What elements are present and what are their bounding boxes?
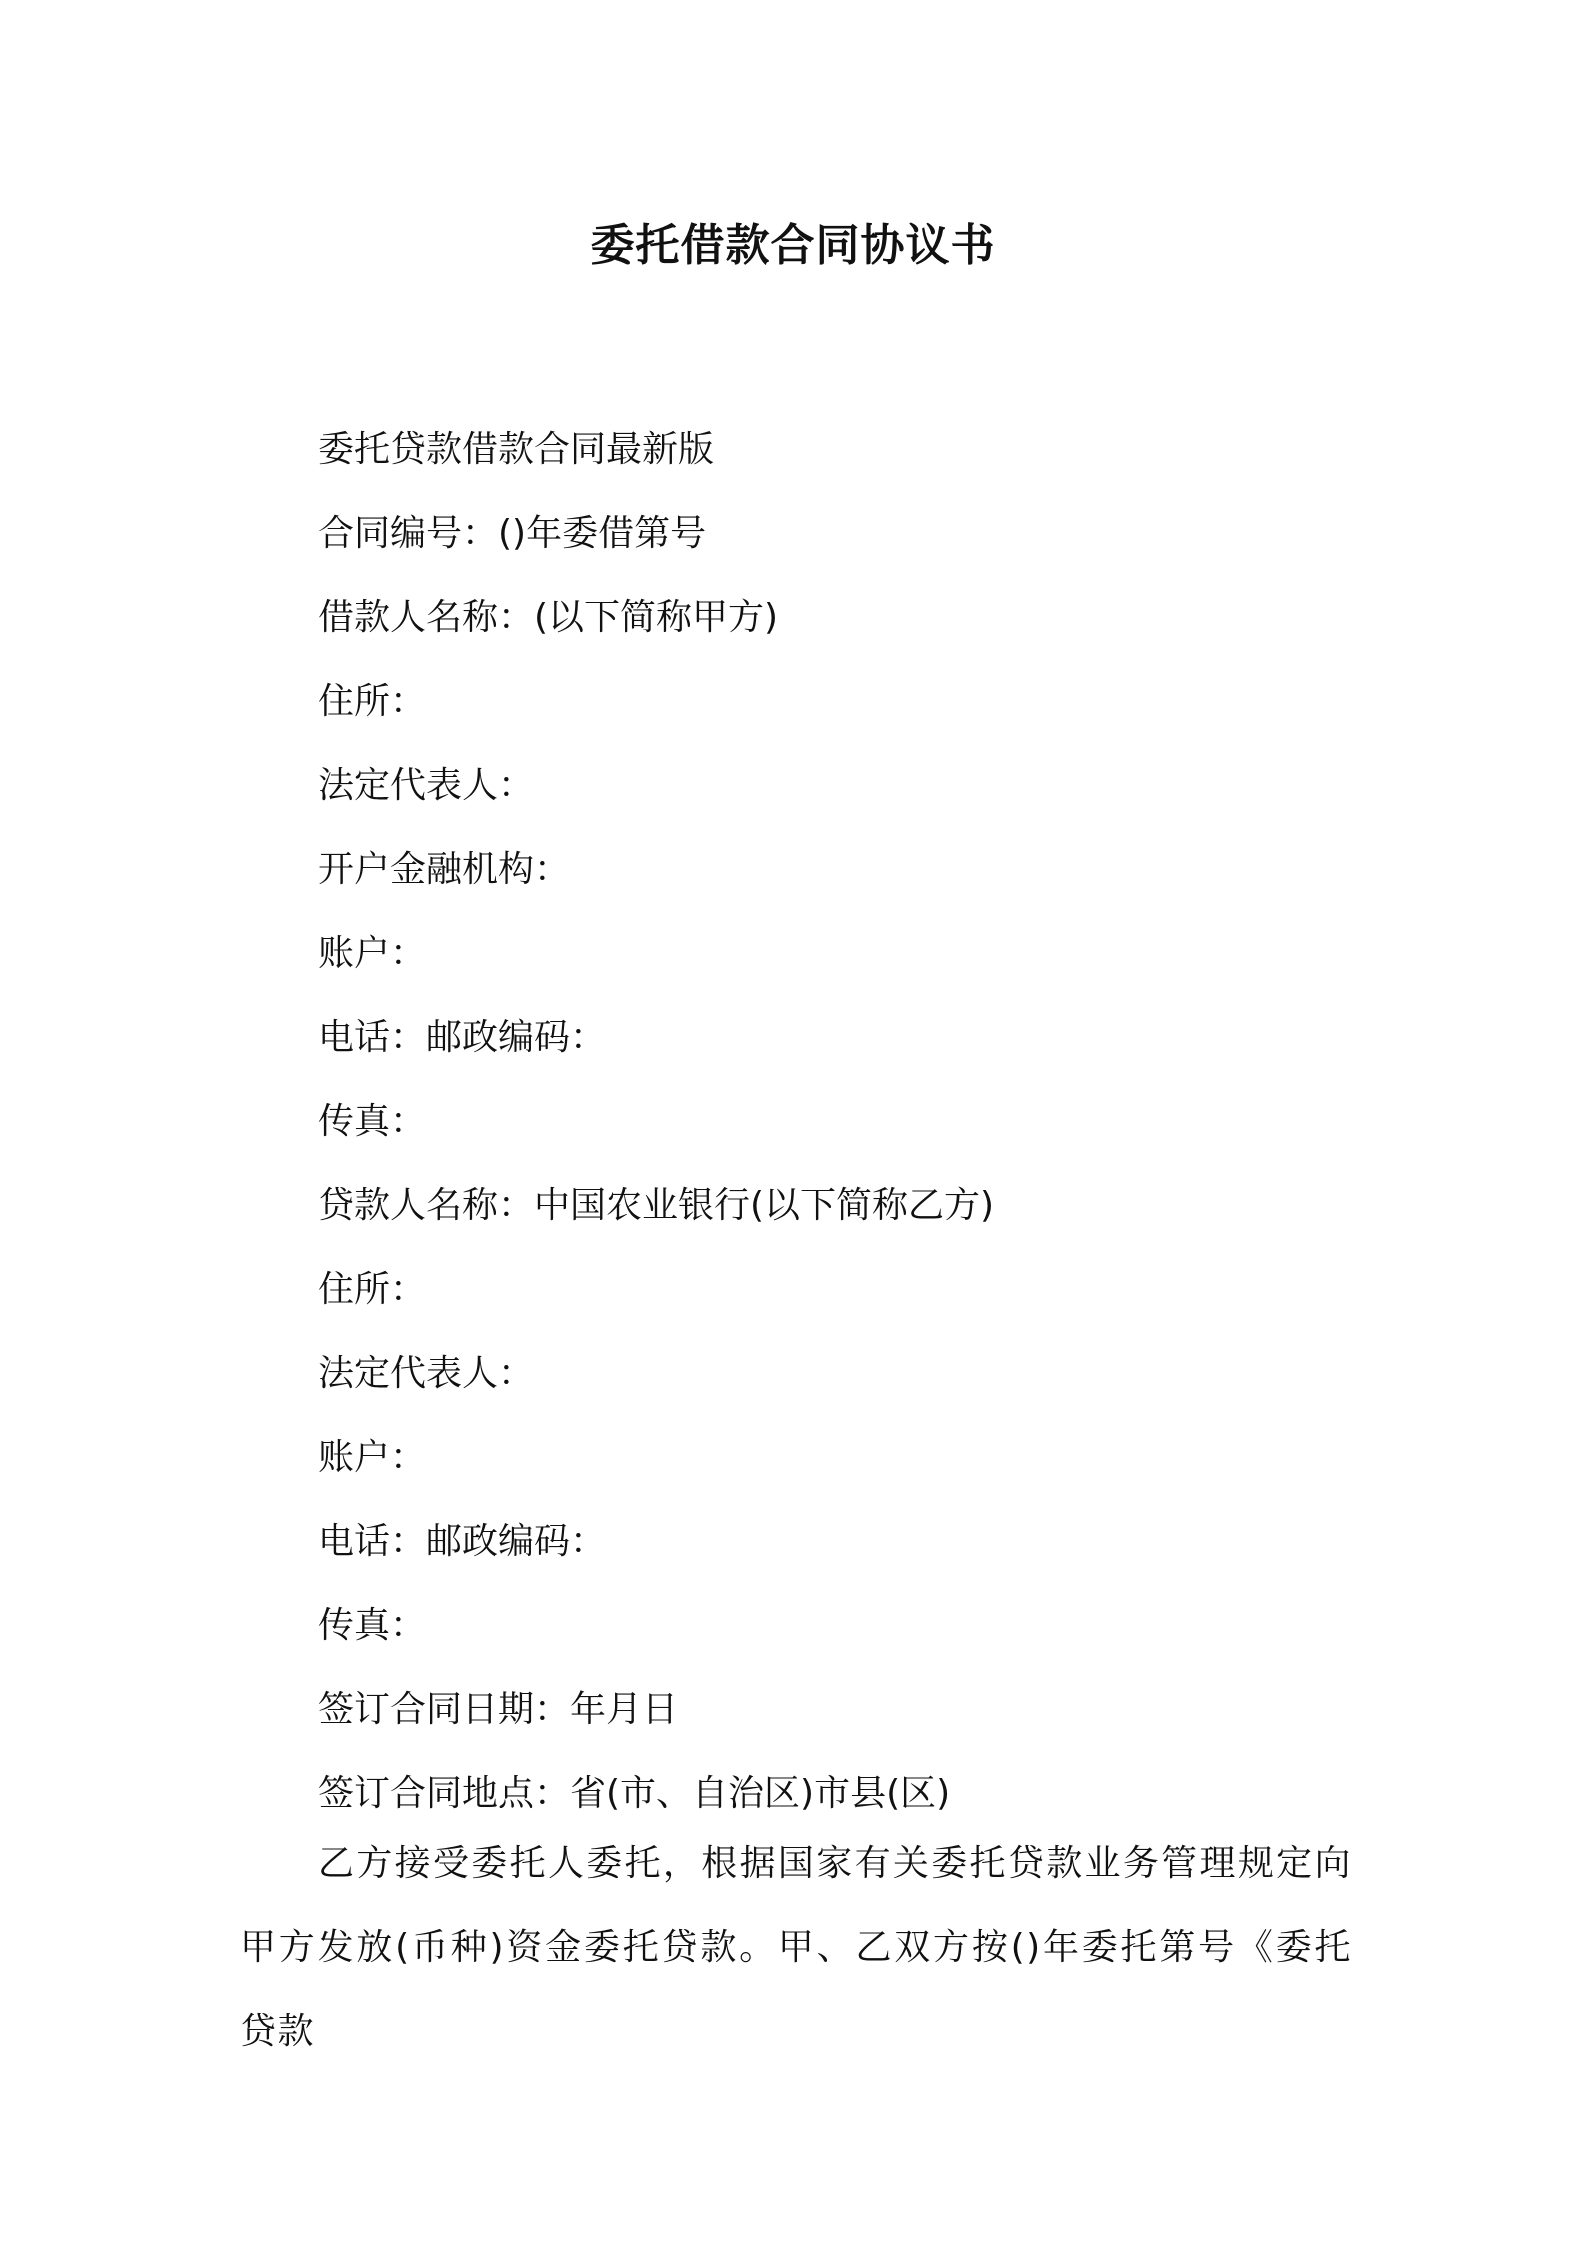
- borrower-account-line: 账户：: [318, 933, 427, 974]
- signing-date-line: 签订合同日期：年月日: [318, 1689, 679, 1730]
- signing-place-line: 签订合同地点：省(市、自治区)市县(区): [318, 1773, 951, 1814]
- lender-account-line: 账户：: [318, 1437, 427, 1478]
- lender-fax-line: 传真：: [318, 1605, 427, 1646]
- lender-name-line: 贷款人名称：中国农业银行(以下简称乙方): [318, 1185, 995, 1226]
- subtitle-line: 委托贷款借款合同最新版: [318, 429, 715, 470]
- contract-number-line: 合同编号：()年委借第号: [318, 513, 707, 554]
- lender-address-line: 住所：: [318, 1269, 427, 1310]
- lender-legal-rep-line: 法定代表人：: [318, 1353, 535, 1394]
- borrower-fax-line: 传真：: [318, 1101, 427, 1142]
- lender-phone-line: 电话：邮政编码：: [318, 1521, 607, 1562]
- body-paragraph: 乙方接受委托人委托，根据国家有关委托贷款业务管理规定向甲方发放(币种)资金委托贷款。甲、乙双方按()年委托第号《委托贷款: [240, 1843, 1352, 2052]
- document-title: 委托借款合同协议书: [590, 220, 996, 271]
- borrower-bank-line: 开户金融机构：: [318, 849, 571, 890]
- borrower-address-line: 住所：: [318, 681, 427, 722]
- header-fields: [318, 408, 1358, 1836]
- borrower-legal-rep-line: 法定代表人：: [318, 765, 535, 806]
- borrower-phone-line: 电话：邮政编码：: [318, 1017, 607, 1058]
- borrower-name-line: 借款人名称：(以下简称甲方): [318, 597, 779, 638]
